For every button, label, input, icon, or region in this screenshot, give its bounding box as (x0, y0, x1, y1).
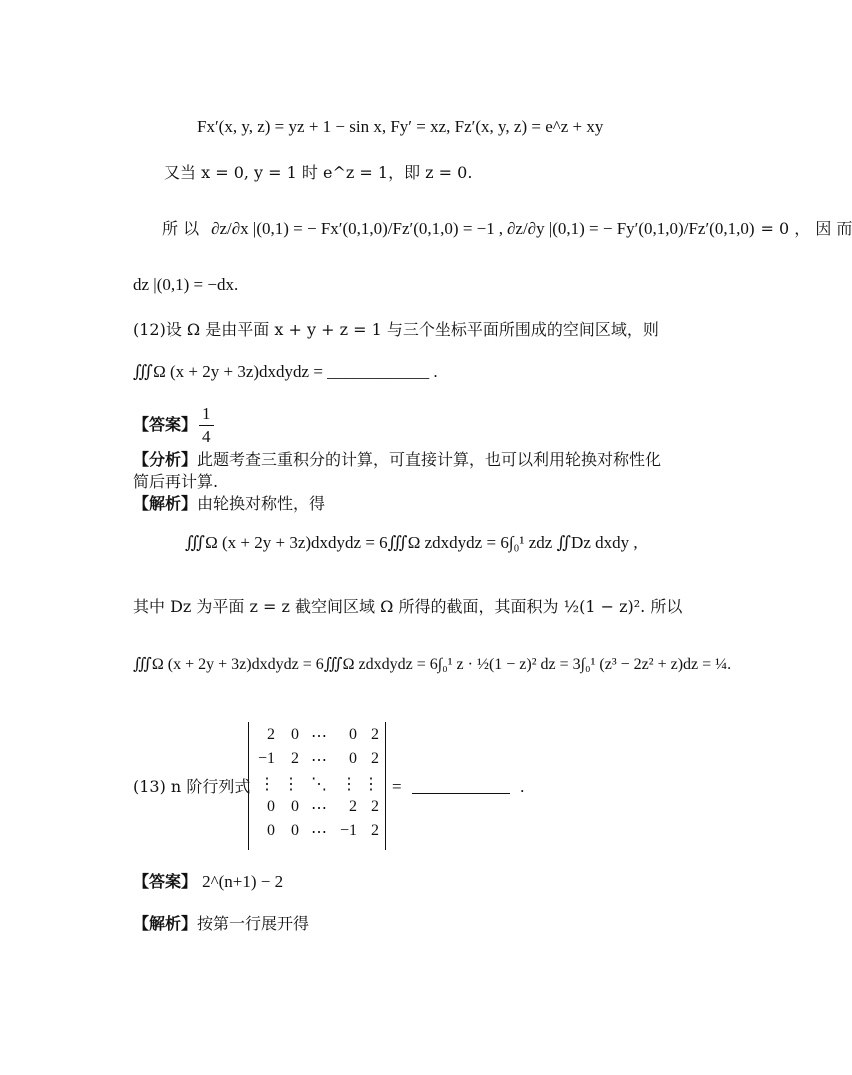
analysis-12 (133, 450, 661, 470)
solution-13-text: 按第一行展开得 (197, 914, 310, 933)
question-12-formula (133, 362, 438, 382)
question-12-formula-text: ∭Ω (x + 2y + 3z)dxdydz = ____________ . (133, 362, 438, 381)
m-2-1: ⋮ (283, 776, 299, 793)
answer-label: 【答案】 (133, 415, 198, 434)
m-3-3: 2 (349, 798, 357, 815)
m-2-4: ⋮ (363, 776, 379, 793)
equation-1 (185, 533, 638, 553)
solution-label: 【解析】 (133, 494, 198, 513)
determinant-blank (392, 777, 524, 797)
equation-3 (133, 655, 731, 675)
m-1-3: 0 (349, 750, 357, 767)
answer-fraction: $\frac{1}{4}$ (199, 404, 214, 447)
period: . (520, 777, 525, 796)
dz-dy-expression: ∂z/∂y |(0,1) = − Fy′(0,1,0)/Fz′(0,1,0) (507, 219, 755, 238)
m-1-0: −1 (257, 750, 275, 767)
m-3-2: ⋯ (311, 800, 327, 817)
m-3-1: 0 (291, 798, 299, 815)
formula-text: Fx′(x, y, z) = yz + 1 − sin x, Fy′ = xz, Fz′(x, y, z) = e^z + xy (197, 117, 604, 136)
m-0-2: ⋯ (311, 728, 327, 745)
equation-3-text: ∭Ω (x + 2y + 3z)dxdydz = 6∭Ω zdxdydz = 6∫₀¹ z · ½(1 − z)² dz = 3∫₀¹ (z³ − 2z² + z)dz = ¼. (133, 656, 732, 673)
determinant (248, 722, 386, 850)
m-0-3: 0 (349, 726, 357, 743)
m-0-0: 2 (267, 726, 275, 743)
question-12-stem (133, 320, 659, 340)
equation-2 (133, 597, 682, 617)
solution-text: 由轮换对称性，得 (197, 494, 326, 513)
m-1-1: 2 (291, 750, 299, 767)
m-3-0: 0 (267, 798, 275, 815)
m-3-4: 2 (371, 798, 379, 815)
answer-13-label: 【答案】 (133, 872, 198, 891)
partial-derivatives-line (197, 117, 603, 137)
equation-2-text: 其中 Dz 为平面 z = z 截空间区域 Ω 所得的截面，其面积为 ½(1 − z)². 所以 (133, 597, 683, 616)
m-1-4: 2 (371, 750, 379, 767)
m-1-2: ⋯ (311, 752, 327, 769)
m-4-0: 0 (267, 822, 275, 839)
question-13-text: (13) n 阶行列式 (133, 777, 251, 796)
answer-blank (412, 793, 510, 794)
answer-13 (133, 872, 283, 892)
m-2-2: ⋱ (311, 776, 327, 793)
solution-13-label: 【解析】 (133, 914, 198, 933)
differential-line (133, 275, 238, 295)
differential-text: dz |(0,1) = −dx. (133, 275, 239, 294)
m-4-1: 0 (291, 822, 299, 839)
dz-dx-expression: ∂z/∂x |(0,1) = − Fx′(0,1,0)/Fz′(0,1,0) = −1 (211, 219, 495, 238)
equation-1-text: ∭Ω (x + 2y + 3z)dxdydz = 6∭Ω zdxdydz = 6∫₀¹ zdz ∬Dz dxdy , (185, 533, 638, 552)
so-label: 所 以 (162, 219, 200, 238)
condition-text: 又当 x = 0, y = 1 时 e^z = 1，即 z = 0. (164, 163, 473, 182)
answer-12 (133, 403, 216, 447)
analysis-label: 【分析】 (133, 450, 198, 469)
analysis-text-2: 简后再计算. (133, 472, 219, 491)
m-4-4: 2 (371, 822, 379, 839)
question-13-stem (133, 777, 250, 797)
m-4-3: −1 (339, 822, 357, 839)
question-12-text: (12)设 Ω 是由平面 x + y + z = 1 与三个坐标平面所围成的空间区域，则 (133, 320, 659, 339)
condition-line (164, 163, 472, 183)
answer-13-value: 2^(n+1) − 2 (202, 872, 284, 891)
m-0-4: 2 (371, 726, 379, 743)
analysis-12-cont (133, 472, 218, 492)
m-0-1: 0 (291, 726, 299, 743)
solution-12 (133, 494, 325, 514)
solution-13 (133, 914, 309, 934)
analysis-text: 此题考查三重积分的计算，可直接计算，也可以利用轮换对称性化 (197, 450, 662, 469)
derivative-result-line: 所 以 ∂z/∂x |(0,1) = − Fx′(0,1,0)/Fz′(0,1,0) = −1 , ∂z/∂y |(0,1) = − Fy′(0,1,0)/Fz′(0,1,0) = 0 ， 因 而 (162, 219, 852, 238)
equals-sign: = (392, 777, 402, 796)
m-4-2: ⋯ (311, 824, 327, 841)
m-2-0: ⋮ (259, 776, 275, 793)
therefore-label: = 0 ， 因 而 (760, 219, 852, 238)
m-2-3: ⋮ (341, 776, 357, 793)
